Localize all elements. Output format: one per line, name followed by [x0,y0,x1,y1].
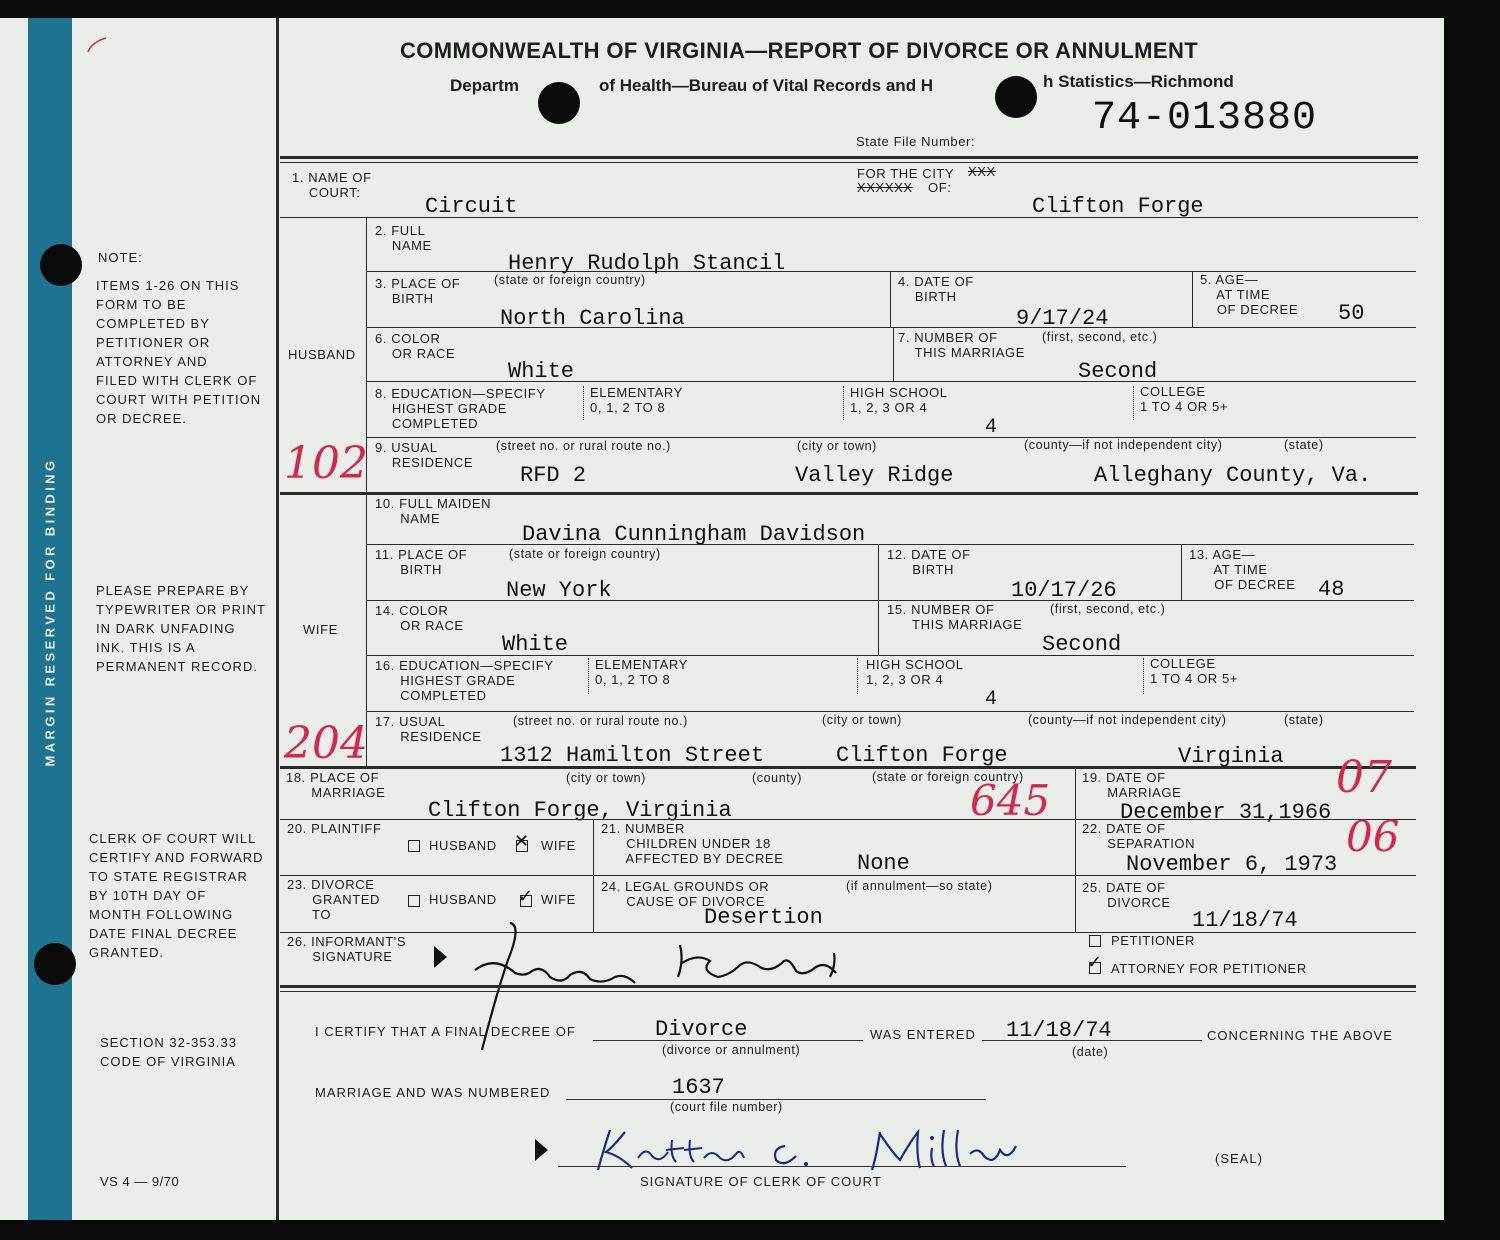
wife-county-hint: (county—if not independent city) [1028,713,1227,727]
attorney-check-mark: ✓ [1087,952,1103,973]
separation-red-code: 06 [1346,812,1400,861]
rule [1143,658,1144,694]
husband-marriage-number: Second [1078,359,1158,384]
wife-age: 48 [1318,577,1345,602]
wife-red-code: 204 [284,718,368,769]
husband-pob-label: 3. PLACE OF BIRTH [375,276,461,306]
granted-wife-check-mark: ✓ [518,886,534,907]
wife-race: White [502,632,569,657]
section-rule [280,985,1416,988]
wife-highschool-label: HIGH SCHOOL 1, 2, 3 OR 4 [866,657,964,687]
wife-college-label: COLLEGE 1 TO 4 OR 5+ [1150,656,1239,686]
clerk-signature-underline [558,1166,1126,1167]
husband-highschool-grade: 4 [985,416,998,439]
note-text: ITEMS 1-26 ON THIS FORM TO BE COMPLETED BY PETITIONER OR ATTORNEY AND FILED WITH CLERK OF COURT WITH PETITION OR DECREE. [96,278,262,426]
court-label: 1. NAME OF COURT: [292,170,372,200]
husband-street-hint: (street no. or rural route no.) [496,439,671,453]
clerk-instructions: CLERK OF COURT WILL CERTIFY AND FORWARD TO STATE REGISTRAR BY 10TH DAY OF MONTH FOLLOWING DATE FINAL DECREE GRANTED. [89,831,264,960]
city-label: FOR THE CITY [857,166,955,181]
husband-education-label: 8. EDUCATION—SPECIFY HIGHEST GRADE COMPLETED [375,386,546,431]
rule [1133,386,1134,420]
court-file-number: 1637 [672,1075,725,1100]
wife-maiden-name: Davina Cunningham Davidson [522,522,866,547]
punch-hole [34,943,76,985]
clerk-signature [580,1118,1040,1178]
rule [366,381,1416,382]
form-subtitle-part2: of Health—Bureau of Vital Records and H [599,76,934,95]
husband-birthplace: North Carolina [500,306,685,331]
plaintiff-husband-checkbox[interactable] [408,840,420,852]
rule [1181,544,1182,600]
certify-text-2: WAS ENTERED [870,1027,976,1042]
state-file-number: 74-013880 [1092,96,1318,141]
rule [588,658,589,694]
clerk-signature-pointer-icon [535,1139,548,1161]
husband-race: White [508,359,575,384]
wife-state-hint: (state) [1284,713,1324,727]
county-struck: XXX [968,164,996,179]
court-file-hint: (court file number) [670,1100,783,1114]
punch-hole [40,244,82,286]
marriage-date-red-code: 07 [1336,752,1392,803]
wife-birthplace: New York [506,578,612,603]
certify-text-1: I CERTIFY THAT A FINAL DECREE OF [315,1024,576,1039]
wife-elementary-label: ELEMENTARY 0, 1, 2 TO 8 [595,657,688,687]
separation-date-label: 22. DATE OF SEPARATION [1082,821,1196,851]
husband-marriage-number-label: 7. NUMBER OF THIS MARRIAGE [898,330,1025,360]
form-id: VS 4 — 9/70 [100,1174,180,1189]
plaintiff-husband-label: HUSBAND [429,838,497,853]
form-title: COMMONWEALTH OF VIRGINIA—REPORT OF DIVORCE OR ANNULMENT [400,38,1199,63]
wife-city: Clifton Forge [836,743,1008,768]
rule [893,327,894,381]
rule [280,875,1416,876]
red-tick-mark [86,36,110,56]
rule [366,327,1416,328]
rule [583,386,584,420]
rule [1075,766,1076,932]
rule [366,711,1414,712]
rule [366,600,1414,601]
wife-highschool-grade: 4 [985,688,998,711]
city-of-label: OF: [928,180,952,195]
code-section: SECTION 32-353.33 CODE OF VIRGINIA [100,1035,237,1069]
marriage-city-hint: (city or town) [566,771,646,785]
state-file-label: State File Number: [856,134,976,149]
marriage-date-label: 19. DATE OF MARRIAGE [1082,770,1182,800]
signature-pointer-icon [434,946,447,968]
husband-name-label: 2. FULL NAME [375,223,432,253]
court-name: Circuit [425,194,518,219]
entered-date-hint: (date) [1072,1045,1109,1059]
husband-county-hint: (county—if not independent city) [1024,438,1223,452]
divorce-date: 11/18/74 [1192,908,1298,933]
wife-state: Virginia [1178,744,1284,769]
rule [843,386,844,420]
children-count: None [857,851,910,876]
rule [1192,271,1193,327]
plaintiff-label: 20. PLAINTIFF [287,821,382,836]
grounds-hint: (if annulment—so state) [846,879,993,893]
sidebar-divider [276,18,279,1220]
husband-college-label: COLLEGE 1 TO 4 OR 5+ [1140,384,1229,414]
granted-husband-label: HUSBAND [429,892,497,907]
husband-age: 50 [1338,301,1365,326]
entered-date: 11/18/74 [1006,1018,1112,1043]
granted-wife-label: WIFE [541,892,576,907]
grounds-value: Desertion [704,905,823,930]
grounds-label: 24. LEGAL GROUNDS OR CAUSE OF DIVORCE [601,879,770,909]
granted-husband-checkbox[interactable] [408,895,420,907]
wife-street: 1312 Hamilton Street [500,743,765,768]
rule [280,819,1416,820]
petitioner-label: PETITIONER [1111,933,1196,948]
note-label: NOTE: [98,250,143,265]
wife-birthdate: 10/17/26 [1011,578,1117,603]
husband-name: Henry Rudolph Stancil [508,251,786,276]
divorce-date-label: 25. DATE OF DIVORCE [1082,880,1171,910]
husband-county: Alleghany County, Va. [1094,463,1372,488]
husband-city-hint: (city or town) [797,439,877,453]
wife-marriage-number-hint: (first, second, etc.) [1050,602,1166,616]
husband-red-code: 102 [284,438,368,489]
prepare-instructions: PLEASE PREPARE BY TYPEWRITER OR PRINT IN DARK UNFADING INK. THIS IS A PERMANENT RECORD. [96,583,266,674]
informant-signature-label: 26. INFORMANT'S SIGNATURE [287,934,407,964]
rule [366,437,1416,438]
husband-section-label: HUSBAND [288,347,356,362]
children-label: 21. NUMBER CHILDREN UNDER 18 AFFECTED BY DECREE [601,821,784,866]
county-struck-2: XXXXXX [857,180,913,195]
husband-age-label: 5. AGE— AT TIME OF DECREE [1200,272,1299,317]
wife-section-label: WIFE [303,622,338,637]
husband-pob-hint: (state or foreign country) [494,273,646,287]
wife-marriage-number-label: 15. NUMBER OF THIS MARRIAGE [887,602,1023,632]
section-rule [280,492,1418,495]
marriage-place-red-code: 645 [970,776,1051,825]
granted-to-label: 23. DIVORCE GRANTED TO [287,877,381,922]
rule [878,544,879,600]
section-rule [280,766,1416,769]
wife-education-label: 16. EDUCATION—SPECIFY HIGHEST GRADE COMPLETED [375,658,554,703]
clerk-signature-label: SIGNATURE OF CLERK OF COURT [640,1174,882,1189]
rule [366,544,1414,545]
header-rule-2 [280,162,1418,163]
wife-marriage-number: Second [1042,632,1122,657]
plaintiff-wife-label: WIFE [541,838,576,853]
seal-label: (SEAL) [1215,1151,1263,1166]
separation-date: November 6, 1973 [1126,852,1338,877]
husband-residence-label: 9. USUAL RESIDENCE [375,440,474,470]
husband-marriage-number-hint: (first, second, etc.) [1042,330,1158,344]
wife-pob-hint: (state or foreign country) [509,547,661,561]
plaintiff-wife-check-mark: ✕ [514,831,530,852]
husband-highschool-label: HIGH SCHOOL 1, 2, 3 OR 4 [850,385,948,415]
form-subtitle-part3: h Statistics—Richmond [1043,72,1234,91]
husband-elementary-label: ELEMENTARY 0, 1, 2 TO 8 [590,385,683,415]
certify-text-4: MARRIAGE AND WAS NUMBERED [315,1085,551,1100]
rule [366,655,1414,656]
header-rule [280,156,1418,159]
rule [878,600,879,655]
attorney-label: ATTORNEY FOR PETITIONER [1111,961,1307,976]
marriage-date: December 31,1966 [1120,800,1332,825]
wife-age-label: 13. AGE— AT TIME OF DECREE [1189,547,1296,592]
wife-street-hint: (street no. or rural route no.) [513,714,688,728]
petitioner-checkbox[interactable] [1089,935,1101,947]
rule [890,271,891,327]
punch-hole [538,82,580,124]
certify-text-3: CONCERNING THE ABOVE [1207,1028,1393,1043]
husband-city: Valley Ridge [795,463,954,488]
margin-binding-text: MARGIN RESERVED FOR BINDING [42,457,58,767]
husband-birthdate: 9/17/24 [1016,306,1109,331]
husband-race-label: 6. COLOR OR RACE [375,331,456,361]
decree-type: Divorce [655,1017,748,1042]
wife-pob-label: 11. PLACE OF BIRTH [375,547,468,577]
decree-type-hint: (divorce or annulment) [662,1043,801,1057]
punch-hole [995,76,1037,118]
rule [857,658,858,694]
wife-city-hint: (city or town) [822,713,902,727]
section-rule-2 [280,991,1416,992]
wife-name-label: 10. FULL MAIDEN NAME [375,496,492,526]
marriage-place: Clifton Forge, Virginia [428,798,732,823]
wife-residence-label: 17. USUAL RESIDENCE [375,714,482,744]
court-city: Clifton Forge [1032,194,1204,219]
marriage-county-hint: (county) [752,771,802,785]
husband-state-hint: (state) [1284,438,1324,452]
marriage-state-hint: (state or foreign country) [872,770,1024,784]
husband-dob-label: 4. DATE OF BIRTH [898,274,974,304]
form-subtitle-part1: Departm [450,76,519,95]
wife-race-label: 14. COLOR OR RACE [375,603,464,633]
marriage-place-label: 18. PLACE OF MARRIAGE [286,770,386,800]
wife-dob-label: 12. DATE OF BIRTH [887,547,971,577]
husband-street: RFD 2 [520,463,587,488]
